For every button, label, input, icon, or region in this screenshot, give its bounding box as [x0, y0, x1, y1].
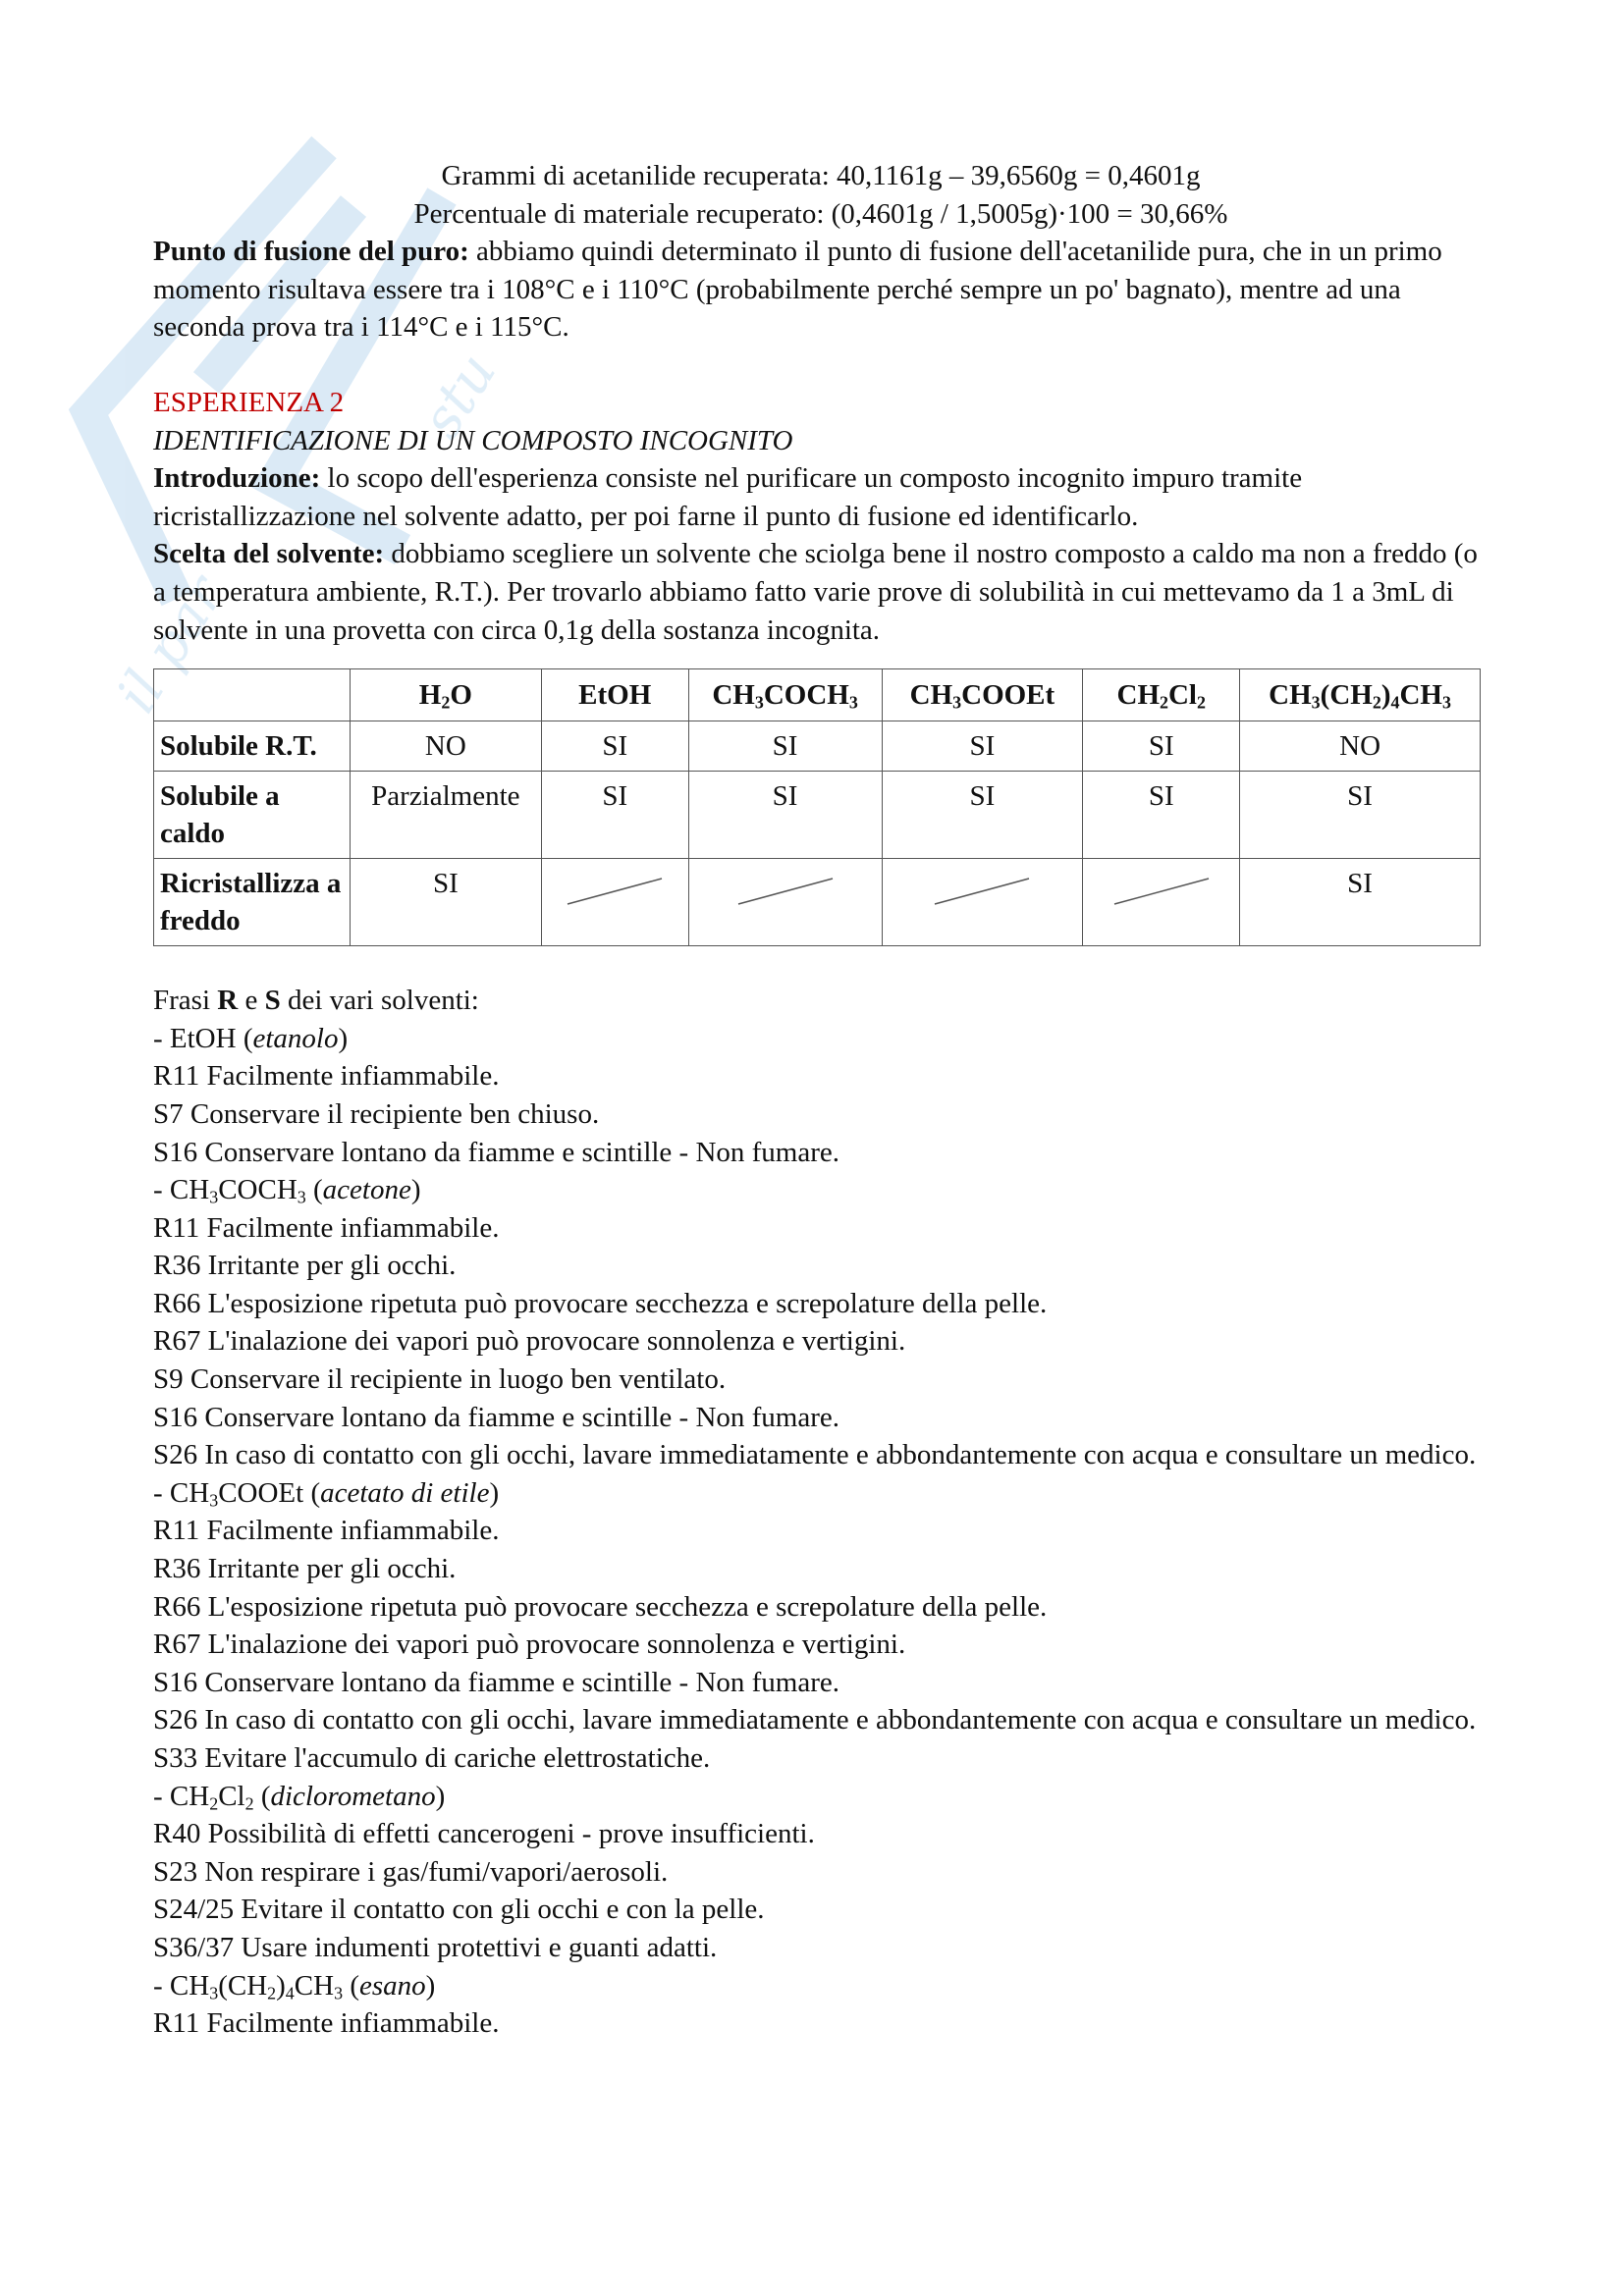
table-cell: SI	[688, 772, 882, 859]
solvent-name: diclorometano	[270, 1780, 436, 1812]
solvent-title: - $CH_3(CH_2)_4CH_3$ (esano)	[153, 1969, 436, 2003]
table-cell: SI	[882, 772, 1083, 859]
table-cell: NO	[1240, 721, 1481, 772]
solvent-choice-label: Scelta del solvente:	[153, 538, 385, 570]
table-cell-empty	[688, 859, 882, 946]
section-subheading: IDENTIFICAZIONE DI UN COMPOSTO INCOGNITO	[153, 424, 793, 456]
table-cell: SI	[541, 721, 688, 772]
table-cell-empty	[541, 859, 688, 946]
solvent-choice-paragraph	[153, 535, 1488, 649]
recovered-percent-line: Percentuale di materiale recuperato: (0,4601g / 1,5005g)·100 = 30,66%	[413, 197, 1228, 230]
phrase-line: R11 Facilmente infiammabile.	[153, 1211, 500, 1244]
solvent-choice-text: dobbiamo scegliere un solvente che sciolga bene il nostro composto a caldo ma non a freddo (o a temperatura ambiente, R.T.). Per trovarlo abbiamo fatto varie prove di solubilità in cui mettevamo da 1 a 3mL di solvente in una provetta con circa 0,1g della sostanza incognita.	[153, 538, 1478, 646]
table-row	[154, 772, 1481, 859]
table-header-row	[154, 669, 1481, 721]
solubility-table	[153, 668, 1481, 946]
introduction-paragraph	[153, 459, 1488, 535]
row-header: Solubile R.T.	[154, 721, 351, 772]
column-header: $CH_3COOEt$	[882, 669, 1083, 721]
phrase-line: S7 Conservare il recipiente ben chiuso.	[153, 1097, 600, 1130]
phrases-intro-and: e	[238, 985, 265, 1017]
table-cell: SI	[688, 721, 882, 772]
solvent-name: acetone	[322, 1174, 411, 1206]
table-row	[154, 721, 1481, 772]
solvent-title: - $CH_3COOEt$ (acetato di etile)	[153, 1476, 500, 1511]
phrase-line: S36/37 Usare indumenti protettivi e guanti adatti.	[153, 1931, 718, 1963]
table-cell: NO	[350, 721, 541, 772]
solvent-title: - $CH_2Cl_2$ (diclorometano)	[153, 1780, 446, 1814]
diagonal-slash-icon	[566, 877, 664, 906]
column-header: $H_2O$	[350, 669, 541, 721]
table-cell: SI	[541, 772, 688, 859]
melting-point-paragraph	[153, 233, 1488, 347]
solvent-name: etanolo	[252, 1022, 339, 1054]
phrases-intro-text: Frasi	[153, 985, 218, 1017]
table-cell-empty	[1083, 859, 1240, 946]
table-cell: SI	[1083, 772, 1240, 859]
table-cell: SI	[1240, 859, 1481, 946]
phrase-line: R36 Irritante per gli occhi.	[153, 1553, 457, 1585]
table-cell: Parzialmente	[350, 772, 541, 859]
phrase-line: S16 Conservare lontano da fiamme e scintille - Non fumare.	[153, 1136, 840, 1168]
phrase-line: S16 Conservare lontano da fiamme e scintille - Non fumare.	[153, 1401, 840, 1433]
phrases-intro-end: dei vari solventi:	[280, 985, 479, 1017]
column-header: $CH_3(CH_2)_4CH_3$	[1240, 669, 1481, 721]
phrase-line: R11 Facilmente infiammabile.	[153, 1515, 500, 1547]
diagonal-slash-icon	[1112, 877, 1211, 906]
melting-point-text: abbiamo quindi determinato il punto di fusione dell'acetanilide pura, che in un primo momento risultava essere tra i 108°C e i 110°C (probabilmente perché sempre un po' bagnato), mentre ad una seconda prova tra i 114°C e i 115°C.	[153, 236, 1442, 344]
diagonal-slash-icon	[736, 877, 835, 906]
column-header: $CH_2Cl_2$	[1083, 669, 1240, 721]
phrase-line: S9 Conservare il recipiente in luogo ben ventilato.	[153, 1363, 727, 1396]
phrase-line: S23 Non respirare i gas/fumi/vapori/aerosoli.	[153, 1855, 669, 1888]
diagonal-slash-icon	[933, 877, 1031, 906]
table-cell: SI	[350, 859, 541, 946]
table-row	[154, 859, 1481, 946]
phrase-line: S26 In caso di contatto con gli occhi, lavare immediatamente e abbondantemente con acqua e consultare un medico.	[153, 1704, 1477, 1736]
solvent-name: acetato di etile	[320, 1476, 490, 1509]
svg-text:stu: stu	[408, 342, 510, 450]
phrase-line: S16 Conservare lontano da fiamme e scintille - Non fumare.	[153, 1666, 840, 1698]
table-corner-cell	[154, 669, 351, 721]
column-header: $CH_3COCH_3$	[688, 669, 882, 721]
svg-text:il par: il par	[104, 565, 238, 724]
phrases-intro	[153, 982, 1488, 1020]
phrase-line: R11 Facilmente infiammabile.	[153, 2007, 500, 2040]
phrase-line: R67 L'inalazione dei vapori può provocare sonnolenza e vertigini.	[153, 1629, 906, 1661]
recovered-grams-line: Grammi di acetanilide recuperata: 40,1161g – 39,6560g = 0,4601g	[441, 160, 1201, 191]
phrase-line: S24/25 Evitare il contatto con gli occhi e con la pelle.	[153, 1894, 765, 1926]
phrase-line: S33 Evitare l'accumulo di cariche elettrostatiche.	[153, 1742, 711, 1774]
column-header: EtOH	[541, 669, 688, 721]
row-header: Solubile a caldo	[154, 772, 351, 859]
solvent-title: - EtOH (etanolo)	[153, 1022, 349, 1054]
row-header: Ricristallizza a freddo	[154, 859, 351, 946]
table-cell-empty	[882, 859, 1083, 946]
solvent-name: esano	[358, 1969, 426, 2002]
phrase-line: R66 L'esposizione ripetuta può provocare secchezza e screpolature della pelle.	[153, 1590, 1048, 1623]
solvent-formula: - EtOH	[153, 1022, 237, 1054]
melting-point-label: Punto di fusione del puro:	[153, 236, 469, 268]
introduction-label: Introduzione:	[153, 462, 321, 495]
table-cell: SI	[1083, 721, 1240, 772]
document-body	[153, 157, 1488, 2043]
section-heading: ESPERIENZA 2	[153, 386, 345, 418]
solvent-title: - $CH_3COCH_3$ (acetone)	[153, 1174, 421, 1207]
phrases-intro-s: S	[264, 985, 281, 1017]
phrase-line: R40 Possibilità di effetti cancerogeni - prove insufficienti.	[153, 1818, 815, 1850]
table-cell: SI	[882, 721, 1083, 772]
phrase-line: R67 L'inalazione dei vapori può provocare sonnolenza e vertigini.	[153, 1325, 906, 1358]
table-cell: SI	[1240, 772, 1481, 859]
phrases-intro-r: R	[217, 985, 239, 1017]
introduction-text: lo scopo dell'esperienza consiste nel purificare un composto incognito impuro tramite ricristallizzazione nel solvente adatto, per poi farne il punto di fusione ed identificarlo.	[153, 462, 1303, 532]
phrase-line: R66 L'esposizione ripetuta può provocare secchezza e screpolature della pelle.	[153, 1287, 1048, 1319]
phrase-line: R36 Irritante per gli occhi.	[153, 1250, 457, 1282]
phrase-line: R11 Facilmente infiammabile.	[153, 1060, 500, 1093]
phrase-line: S26 In caso di contatto con gli occhi, lavare immediatamente e abbondantemente con acqua e consultare un medico.	[153, 1439, 1477, 1471]
